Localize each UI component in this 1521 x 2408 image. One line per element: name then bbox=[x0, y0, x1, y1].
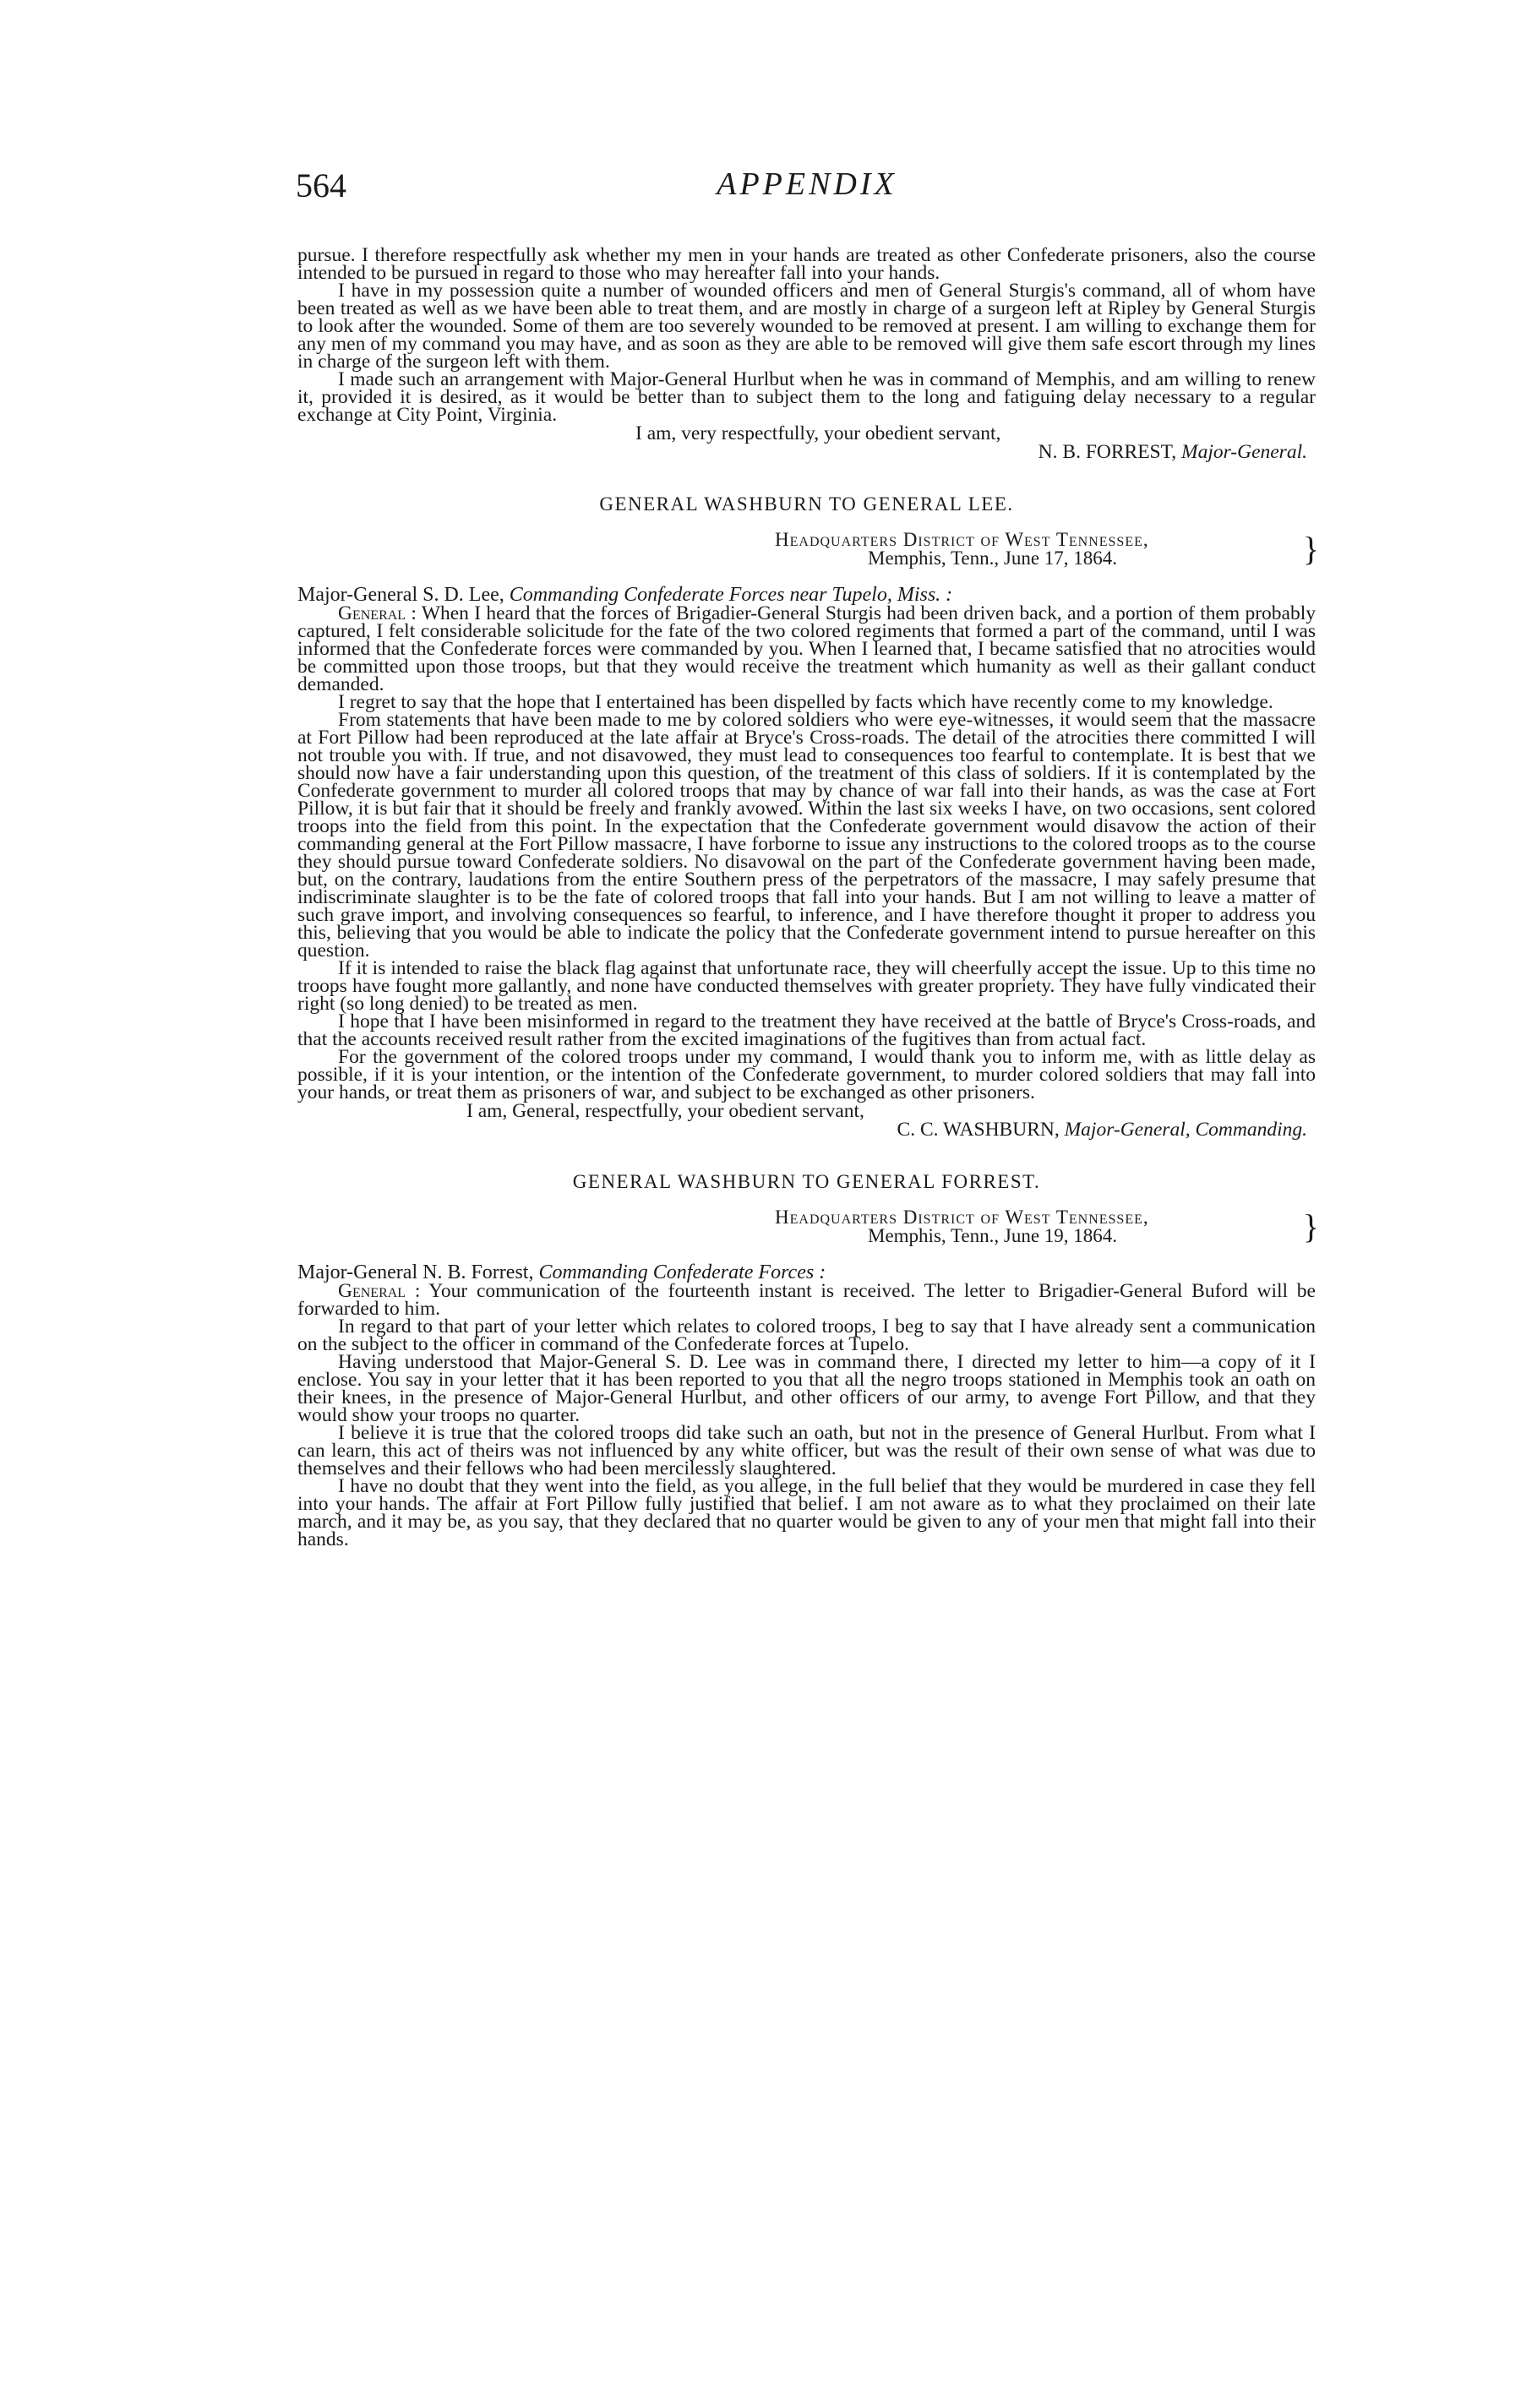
brace-mark: } bbox=[1302, 1207, 1319, 1245]
letter2-paragraph: From statements that have been made to me by colored soldiers who were eye-witnesses, it would seem that the massacre at Fort Pillow had been reproduced at the late affair at Bryce's Cross-roads. The detail of the atrocities there committed I will not trouble you with. If true, and not disavowed, they must lead to consequences too fearful to contemplate. It is best that we should now have a fair understanding upon this question, of the treatment of this class of soldiers. If it is contemplated by the Confederate government to murder all colored troops that may by chance of war fall into their hands, as was the case at Fort Pillow, it is but fair that it should be freely and frankly avowed. Within the last six weeks I have, on two occasions, sent colored troops into the field from this point. In the expectation that the Confederate government would disavow the action of their commanding general at the Fort Pillow massacre, I have forborne to issue any instructions to the colored troops as to the course they should pursue toward Confederate soldiers. No disavowal on the part of the Confederate government having been made, but, on the contrary, laudations from the entire Southern press of the perpetrators of the massacre, I may safely presume that indiscriminate slaughter is to be the fate of colored troops that fall into your hands. But I am not willing to leave a matter of such grave import, and involving consequences so fearful, to inference, and I have therefore thought it proper to address you this, believing that you would be able to indicate the policy that the Confederate government intend to pursue hereafter on this question. bbox=[297, 709, 1316, 962]
letter2-paragraph: I regret to say that the hope that I entertained has been dispelled by facts which have recently come to my knowledge. bbox=[338, 691, 1273, 713]
signature-name: C. C. WASHBURN, bbox=[897, 1119, 1060, 1141]
letter3-paragraph bbox=[297, 1280, 1316, 1320]
letter2-heading: GENERAL WASHBURN TO GENERAL LEE. bbox=[599, 493, 1014, 515]
addressee-name: Major-General N. B. Forrest, bbox=[297, 1261, 534, 1283]
letter3-paragraph: Having understood that Major-General S. D. Lee was in command there, I directed my letter to him—a copy of it I enclose. You say in your letter that it has been reported to you that all the negro troops stationed in Memphis took an oath on their knees, in the presence of Major-General Hurlbut, and other officers of our army, to avenge Fort Pillow, and that they would show your troops no quarter. bbox=[297, 1351, 1316, 1426]
hq-line: Headquarters District of West Tennessee, bbox=[775, 1207, 1149, 1228]
letter3-paragraph: I believe it is true that the colored troops did take such an oath, but not in the presence of General Hurlbut. From what I can learn, this act of theirs was not influenced by any white officer, but was the result of their own sense of what was due to themselves and their fellows who had been mercilessly slaughtered. bbox=[297, 1422, 1316, 1479]
letter1-paragraph: I made such an arrangement with Major-General Hurlbut when he was in command of Memphis, and am willing to renew it, provided it is desired, as it would be better than to subject them to the long and fatiguing delay necessary to a regular exchange at City Point, Virginia. bbox=[297, 368, 1316, 426]
letter2-paragraph bbox=[297, 602, 1316, 695]
letter1-paragraph: I have in my possession quite a number of wounded officers and men of General Sturgis's command, all of whom have been treated as well as we have been able to treat them, and are mostly in charge of a surgeon left at Ripley by General Sturgis to look after the wounded. Some of them are too severely wounded to be removed at present. I am willing to exchange them for any men of my command you may have, and as soon as they are able to be removed will give them safe escort through my lines in charge of the surgeon left with them. bbox=[297, 280, 1316, 373]
page-header bbox=[296, 166, 1318, 216]
signature-title: Major-General, Commanding. bbox=[1064, 1119, 1307, 1141]
addressee-title: Commanding Confederate Forces : bbox=[538, 1261, 826, 1283]
text-column bbox=[297, 244, 1319, 1550]
letter3-headquarters bbox=[775, 1207, 1319, 1246]
paragraph-text: When I heard that the forces of Brigadier-General Sturgis had been driven back, and a portion of them probably captured, I felt considerable solicitude for the fate of the two colored regiments that formed a part of the command, until I was informed that the Confederate forces were commanded by you. When I learned that, I became satisfied that no atrocities would be committed upon those troops, but that they would receive the treatment which humanity as well as their gallant conduct demanded. bbox=[297, 602, 1316, 695]
letter1-closing: I am, very respectfully, your obedient servant, bbox=[635, 422, 1001, 444]
addressee-title: Commanding Confederate Forces near Tupelo, Miss. : bbox=[509, 584, 953, 606]
letter2-paragraph: If it is intended to raise the black flag against that unfortunate race, they will cheerfully accept the issue. Up to this time no troops have fought more gallantly, and none have conducted themselves with greater propriety. They have fully vindicated their right (so long denied) to be treated as men. bbox=[297, 957, 1316, 1015]
hq-date-line: Memphis, Tenn., June 19, 1864. bbox=[868, 1225, 1118, 1246]
page-number: 564 bbox=[296, 166, 346, 204]
letter2-signature bbox=[297, 1120, 1316, 1139]
letter3-heading: GENERAL WASHBURN TO GENERAL FORREST. bbox=[572, 1171, 1041, 1192]
general-label: General : bbox=[338, 1280, 421, 1302]
letter2-paragraph: For the government of the colored troops under my command, I would thank you to inform me, with as little delay as possible, if it is your intention, or the intention of the Confederate government, to murder colored soldiers that may fall into your hands, or treat them as prisoners of war, and subject to be exchanged as other prisoners. bbox=[297, 1046, 1316, 1103]
addressee-name: Major-General S. D. Lee, bbox=[297, 584, 504, 606]
letter3-paragraph: I have no doubt that they went into the field, as you allege, in the full belief that they would be murdered in case they fell into your hands. The affair at Fort Pillow fully justified that belief. I am not aware as to what they proclaimed on their late march, and it may be, as you say, that they declared that no quarter would be given to any of your men that might fall into their hands. bbox=[297, 1475, 1316, 1550]
letter1-signature bbox=[297, 443, 1316, 461]
signature-title: Major-General. bbox=[1181, 441, 1307, 463]
letter3-paragraph: In regard to that part of your letter which relates to colored troops, I beg to say that I have already sent a communication on the subject to the officer in command of the Confederate forces at Tupelo. bbox=[297, 1316, 1316, 1355]
signature-name: N. B. FORREST, bbox=[1038, 441, 1177, 463]
letter2-closing: I am, General, respectfully, your obedient servant, bbox=[466, 1100, 864, 1122]
brace-mark: } bbox=[1302, 530, 1319, 568]
letter1-paragraph: pursue. I therefore respectfully ask whether my men in your hands are treated as other Confederate prisoners, also the course intended to be pursued in regard to those who may hereafter fall into your hands. bbox=[297, 244, 1316, 284]
running-head: APPENDIX bbox=[717, 166, 897, 202]
hq-date-line: Memphis, Tenn., June 17, 1864. bbox=[868, 548, 1118, 569]
hq-line: Headquarters District of West Tennessee, bbox=[775, 529, 1149, 550]
letter2-headquarters bbox=[775, 529, 1319, 569]
letter2-paragraph: I hope that I have been misinformed in regard to the treatment they have received at the battle of Bryce's Cross-roads, and that the accounts received result rather from the excited imaginations of the fugitives than from actual fact. bbox=[297, 1011, 1316, 1050]
general-label: General : bbox=[338, 602, 417, 624]
paragraph-text: Your communication of the fourteenth instant is received. The letter to Brigadier-General Buford will be forwarded to him. bbox=[297, 1280, 1316, 1320]
